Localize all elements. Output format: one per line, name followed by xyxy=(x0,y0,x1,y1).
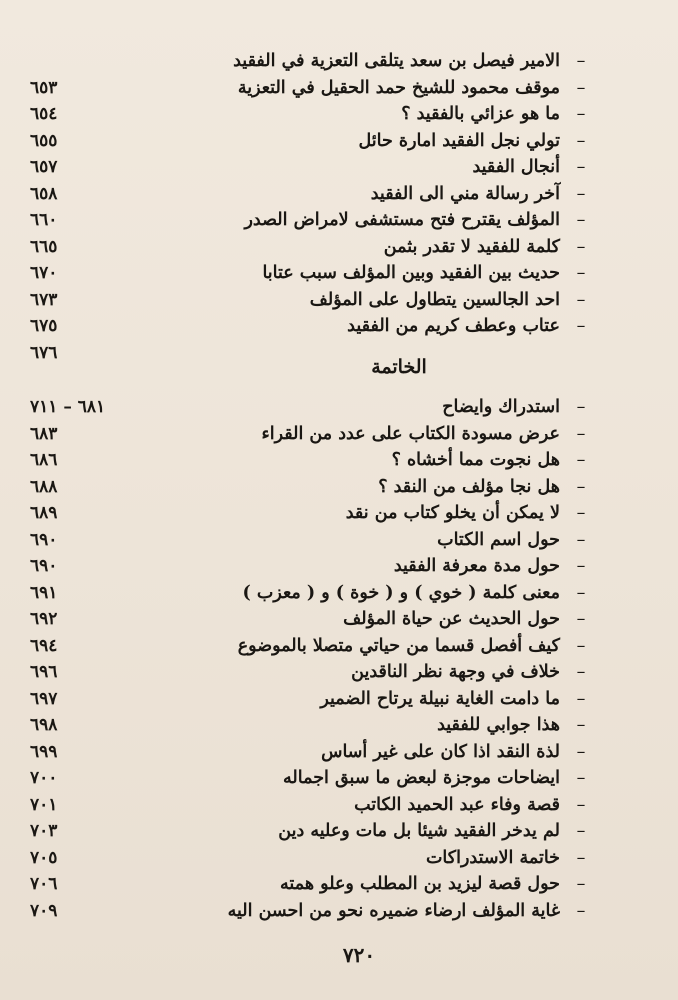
entry-title: حول الحديث عن حياة المؤلف xyxy=(343,609,560,629)
toc-entry xyxy=(0,527,678,554)
entry-page-number: ٦٩٢ xyxy=(30,609,58,629)
toc-entry xyxy=(0,871,678,898)
entry-dash: – xyxy=(576,130,586,151)
toc-entry xyxy=(0,765,678,792)
toc-entry xyxy=(0,75,678,102)
toc-entry xyxy=(0,128,678,155)
entry-title: تولي نجل الفقيد امارة حائل xyxy=(358,130,560,151)
entry-page-number: ٧٠٥ xyxy=(30,847,58,868)
entry-title: خاتمة الاستدراكات xyxy=(425,847,560,868)
toc-entry xyxy=(0,474,678,501)
entry-title: حول اسم الكتاب xyxy=(437,529,560,550)
entry-dash: – xyxy=(576,157,586,177)
entry-page-number: ٦٨١ – ٧١١ xyxy=(30,397,106,417)
entry-page-number: ٦٥٨ xyxy=(30,183,58,204)
entry-title: الامير فيصل بن سعد يتلقى التعزية في الفقيد xyxy=(233,51,560,71)
toc-entry xyxy=(0,580,678,607)
entry-dash: – xyxy=(576,263,586,283)
toc-entry xyxy=(0,421,678,448)
toc-entry xyxy=(0,101,678,128)
entry-page-number: ٧٠٠ xyxy=(30,768,58,788)
entry-title: معنى كلمة ( خوي ) و ( خوة ) و ( معزب ) xyxy=(242,582,560,603)
toc-entry xyxy=(0,553,678,580)
toc-entry xyxy=(0,500,678,527)
entry-dash: – xyxy=(576,104,586,124)
entry-dash: – xyxy=(576,476,586,497)
entry-dash: – xyxy=(576,609,586,629)
entry-page-number: ٦٥٣ xyxy=(30,77,58,98)
entry-dash: – xyxy=(576,183,586,204)
entry-title: عتاب وعطف كريم من الفقيد xyxy=(347,316,560,336)
toc-entry xyxy=(0,818,678,845)
entry-title: موقف محمود للشيخ حمد الحقيل في التعزية xyxy=(237,77,560,98)
entry-dash: – xyxy=(576,503,586,523)
entry-title: احد الجالسين يتطاول على المؤلف xyxy=(309,289,560,310)
entry-page-number: ٦٨٦ xyxy=(30,450,58,470)
entry-dash: – xyxy=(576,556,586,576)
entry-title: قصة وفاء عبد الحميد الكاتب xyxy=(354,794,560,815)
entry-page-number: ٦٧٠ xyxy=(30,263,58,283)
entry-dash: – xyxy=(576,900,586,921)
entry-dash: – xyxy=(576,236,586,257)
entry-page-number: ٦٩٦ xyxy=(30,662,58,682)
entry-title: لا يمكن أن يخلو كتاب من نقد xyxy=(345,503,560,523)
entry-page-number: ٦٥٧ xyxy=(30,157,58,177)
entry-dash: – xyxy=(576,741,586,762)
toc-list-conclusion xyxy=(0,394,678,924)
entry-title: لم يدخر الفقيد شيئا بل مات وعليه دين xyxy=(278,821,560,841)
entry-title: آخر رسالة مني الى الفقيد xyxy=(370,183,560,204)
toc-entry xyxy=(0,260,678,287)
entry-title: هل نجوت مما أخشاه ؟ xyxy=(391,450,560,470)
toc-entry xyxy=(0,659,678,686)
entry-dash: – xyxy=(576,662,586,682)
page-number: ٧٢٠ xyxy=(342,943,376,967)
entry-page-number: ٦٦٥ xyxy=(30,236,58,257)
entry-title: حول مدة معرفة الفقيد xyxy=(393,556,560,576)
entry-title: خلاف في وجهة نظر الناقدين xyxy=(351,662,560,682)
entry-page-number: ٦٨٨ xyxy=(30,476,58,497)
section-heading-conclusion: الخاتمة xyxy=(371,356,427,378)
entry-page-number: ٧٠٦ xyxy=(30,874,58,894)
entry-page-number: ٦٩٩ xyxy=(30,741,58,762)
toc-entry xyxy=(0,154,678,181)
entry-page-number: ٦٩٨ xyxy=(30,715,58,735)
toc-entry xyxy=(0,606,678,633)
toc-entry xyxy=(0,234,678,261)
entry-title: المؤلف يقترح فتح مستشفى لامراض الصدر xyxy=(244,210,560,230)
entry-dash: – xyxy=(576,316,586,336)
entry-page-number: ٦٦٠ xyxy=(30,210,58,230)
toc-entry xyxy=(0,313,678,340)
entry-dash: – xyxy=(576,874,586,894)
entry-title: استدراك وايضاح xyxy=(442,397,560,417)
entry-dash: – xyxy=(576,768,586,788)
entry-page-number: ٦٥٤ xyxy=(30,104,58,124)
entry-dash: – xyxy=(576,821,586,841)
toc-entry xyxy=(0,447,678,474)
entry-dash: – xyxy=(576,423,586,444)
entry-page-number: ٦٨٩ xyxy=(30,503,58,523)
entry-page-number: ٦٩٠ xyxy=(30,529,58,550)
entry-dash: – xyxy=(576,688,586,709)
toc-entry xyxy=(0,712,678,739)
entry-title: كلمة للفقيد لا تقدر بثمن xyxy=(383,236,560,257)
entry-title: ما دامت الغاية نبيلة يرتاح الضمير xyxy=(320,688,560,709)
entry-page-number: ٦٨٣ xyxy=(30,423,58,444)
toc-entry xyxy=(0,207,678,234)
entry-title: هذا جوابي للفقيد xyxy=(437,715,560,735)
entry-dash: – xyxy=(576,450,586,470)
entry-dash: – xyxy=(576,715,586,735)
entry-dash: – xyxy=(576,635,586,656)
toc-entry xyxy=(0,181,678,208)
entry-title: غاية المؤلف ارضاء ضميره نحو من احسن اليه xyxy=(227,900,560,921)
entry-title: حول قصة ليزيد بن المطلب وعلو همته xyxy=(280,874,560,894)
entry-page-number: ٦٩٠ xyxy=(30,556,58,576)
toc-entry xyxy=(0,287,678,314)
entry-page-number: ٦٩١ xyxy=(30,582,58,603)
entry-dash: – xyxy=(576,289,586,310)
entry-dash: – xyxy=(576,582,586,603)
entry-page-number: ٦٧٥ xyxy=(30,316,58,336)
toc-entry xyxy=(0,898,678,925)
toc-list-main xyxy=(0,48,678,366)
entry-dash: – xyxy=(576,794,586,815)
entry-title: حديث بين الفقيد وبين المؤلف سبب عتابا xyxy=(262,263,560,283)
entry-title: كيف أفصل قسما من حياتي متصلا بالموضوع xyxy=(237,635,560,656)
entry-title: هل نجا مؤلف من النقد ؟ xyxy=(378,476,560,497)
entry-page-number: ٦٩٧ xyxy=(30,688,58,709)
entry-title: لذة النقد اذا كان على غير أساس xyxy=(321,741,560,762)
entry-page-number: ٦٧٦ xyxy=(30,342,58,363)
entry-dash: – xyxy=(576,51,586,71)
entry-page-number: ٧٠٩ xyxy=(30,900,58,921)
toc-entry xyxy=(0,739,678,766)
toc-entry xyxy=(0,48,678,75)
entry-page-number: ٦٩٤ xyxy=(30,635,58,656)
toc-entry xyxy=(0,686,678,713)
toc-entry xyxy=(0,792,678,819)
entry-dash: – xyxy=(576,210,586,230)
entry-page-number: ٧٠١ xyxy=(30,794,58,815)
entry-page-number: ٦٥٥ xyxy=(30,130,58,151)
toc-entry xyxy=(0,845,678,872)
entry-title: عرض مسودة الكتاب على عدد من القراء xyxy=(261,423,560,444)
entry-dash: – xyxy=(576,529,586,550)
entry-title: أنجال الفقيد xyxy=(472,157,560,177)
entry-title: ما هو عزائي بالفقيد ؟ xyxy=(401,104,560,124)
entry-page-number: ٦٧٣ xyxy=(30,289,58,310)
toc-entry xyxy=(0,633,678,660)
entry-dash: – xyxy=(576,397,586,417)
toc-entry xyxy=(0,394,678,421)
entry-title: ايضاحات موجزة لبعض ما سبق اجماله xyxy=(283,768,560,788)
entry-dash: – xyxy=(576,77,586,98)
entry-dash: – xyxy=(576,847,586,868)
entry-page-number: ٧٠٣ xyxy=(30,821,58,841)
